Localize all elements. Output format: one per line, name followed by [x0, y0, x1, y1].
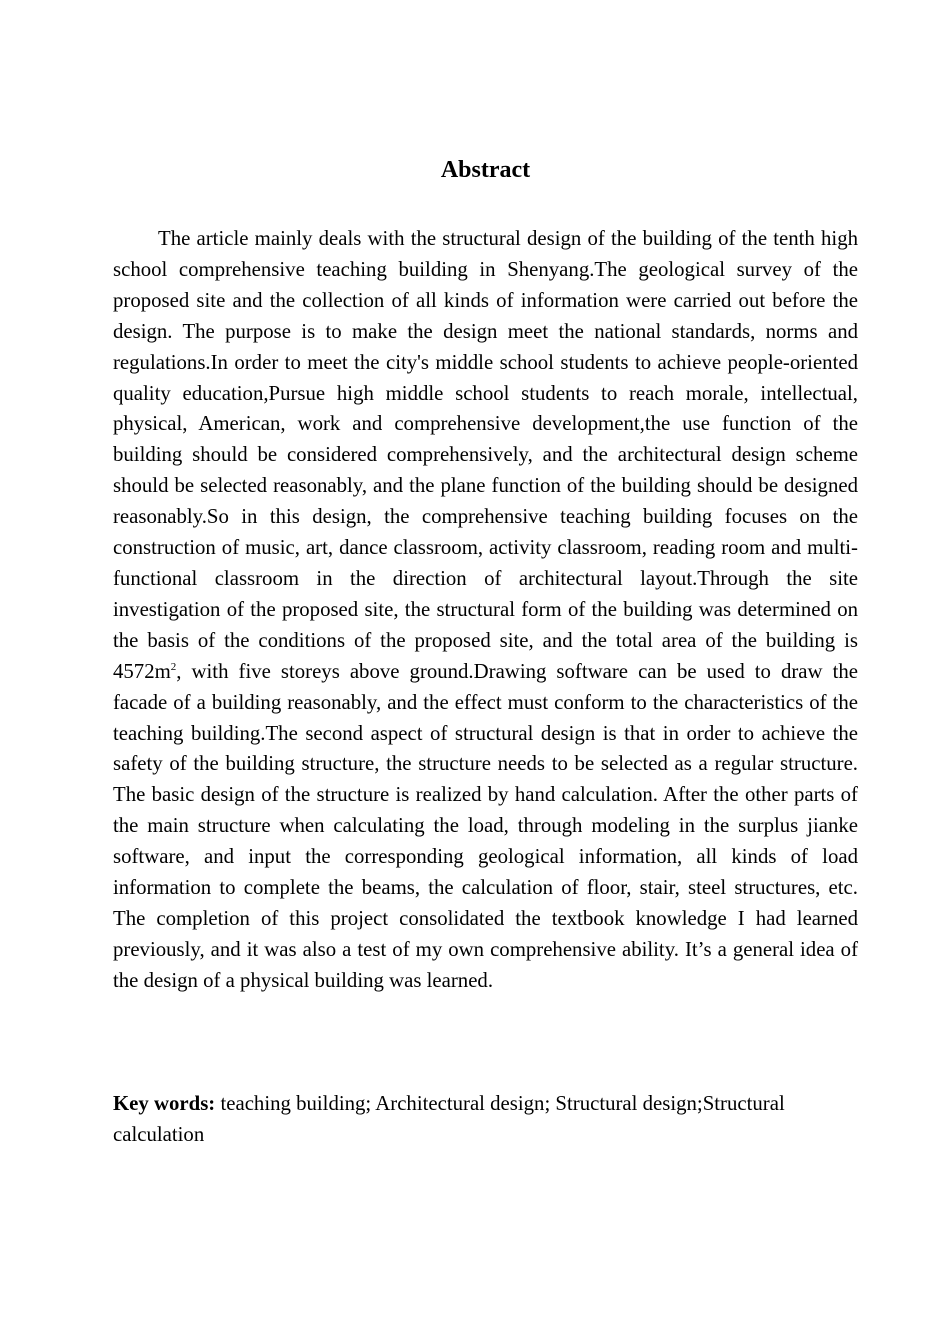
abstract-text-part-1: The article mainly deals with the structural design of the building of the tenth high school comprehensive teaching building in Shenyang.The geological survey of the proposed site and the collection of all kinds of information were carried out before the design. The purpose is to make the design meet the national standards, norms and regulations.In order to meet the city's middle school students to achieve people-oriented quality education,Pursue high middle school students to reach morale, intellectual, physical, American, work and comprehensive development,the use function of the building should be considered comprehensively, and the architectural design scheme should be selected reasonably, and the plane function of the building should be designed reasonably.So in this design, the comprehensive teaching building focuses on the construction of music, art, dance classroom, activity classroom, reading room and multi-functional classroom in the direction of architectural layout.Through the site investigation of the proposed site, the structural form of the building was determined on the basis of the conditions of the proposed site, and the total area of the building is 4572m: [113, 227, 858, 683]
area-unit-superscript: 2: [170, 660, 177, 673]
abstract-paragraph: [113, 224, 858, 997]
page-title: Abstract: [440, 157, 531, 183]
keywords-label: Key words:: [113, 1092, 216, 1115]
keywords-text: teaching building; Architectural design; Structural design;Structural calculation: [113, 1092, 785, 1146]
abstract-text-part-2: , with five storeys above ground.Drawing software can be used to draw the facade of a building reasonably, and the effect must conform to the characteristics of the teaching building.The second aspect of structural design is that in order to achieve the safety of the building structure, the structure needs to be selected as a regular structure. The basic design of the structure is realized by hand calculation. After the other parts of the main structure when calculating the load, through modeling in the surplus jianke software, and input the corresponding geological information, all kinds of load information to complete the beams, the calculation of floor, stair, steel structures, etc. The completion of this project consolidated the textbook knowledge I had learned previously, and it was also a test of my own comprehensive ability. It’s a general idea of the design of a physical building was learned.: [113, 659, 858, 992]
keywords-line: [113, 1089, 858, 1151]
